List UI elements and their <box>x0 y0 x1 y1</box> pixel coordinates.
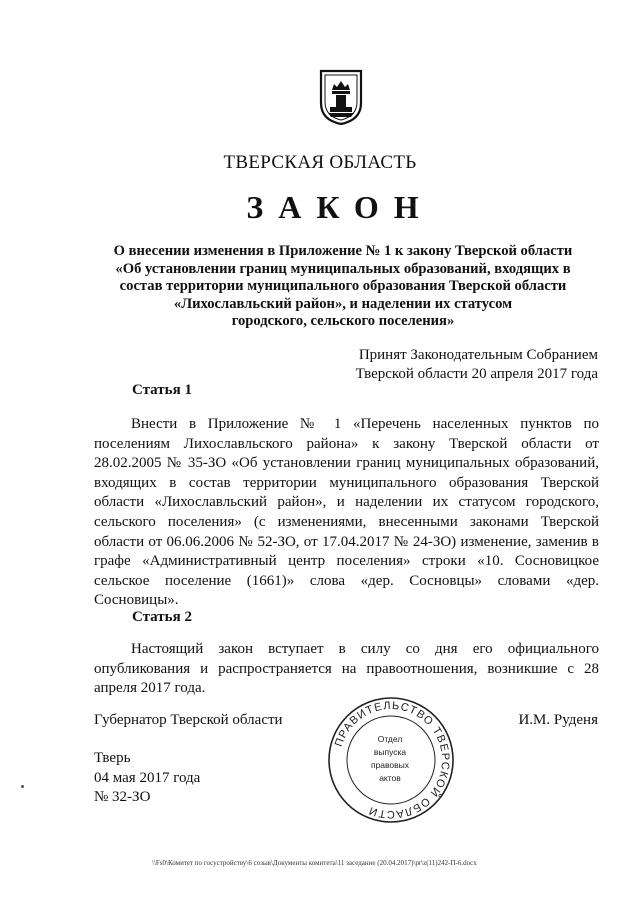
article-1-text <box>94 415 599 611</box>
subject-line: О внесении изменения в Приложение № 1 к закону Тверской области <box>113 243 573 259</box>
region-title: ТВЕРСКАЯ ОБЛАСТЬ <box>223 152 417 173</box>
law-number: № 32-ЗО <box>94 789 151 805</box>
city: Тверь <box>94 750 131 766</box>
place-date-block <box>94 749 200 808</box>
article-2-heading: Статья 2 <box>132 609 192 625</box>
coat-of-arms-icon <box>318 68 364 126</box>
article-2-paragraph: Настоящий закон вступает в силу со дня его официального опубликования и распространяется на правоотношения, возникшие с 28 апреля 2017 года. <box>94 641 599 697</box>
subject-line: состав территории муниципального образования Тверской области <box>119 278 567 294</box>
law-title: ЗАКОН <box>246 189 434 225</box>
adoption-line: Принят Законодательным Собранием <box>358 347 598 363</box>
stamp-line: Отдел <box>377 734 403 744</box>
article-1-paragraph: Внести в Приложение № 1 «Перечень населенных пунктов по поселениям Лихославльского района» к закону Тверской области от 28.02.2005 № 35-ЗО «Об установлении границ муниципальных образований, входящих в состав территории муниципального образования Тверской области «Лихославльский район», и наделении их статусом городского, сельского поселения» (с изменениями, внесенными законами Тверской области от 06.06.2006 № 52-ЗО, от 17.04.2017 № 24-ЗО) изменение, заменив в графе «Административный центр поселения» строки «10. Сосновицкое сельское поселение (1661)» слова «дер. Сосновцы» словами «дер. Сосновицы». <box>94 416 599 609</box>
signatory-position: Губернатор Тверской области <box>94 712 283 728</box>
article-1-heading: Статья 1 <box>132 382 192 398</box>
stamp-line: выпуска <box>373 747 407 757</box>
adoption-line: Тверской области 20 апреля 2017 года <box>355 366 598 382</box>
article-2-text <box>94 640 599 699</box>
signatory-name: И.М. Руденя <box>518 712 598 728</box>
law-subject <box>96 243 590 331</box>
subject-line: «Об установлении границ муниципальных образований, входящих в <box>115 260 571 277</box>
signing-date: 04 мая 2017 года <box>94 769 201 786</box>
subject-line: «Лихославльский район», и наделении их статусом <box>173 295 513 312</box>
subject-line: городского, сельского поселения» <box>231 313 455 329</box>
scan-speck <box>21 785 24 788</box>
stamp-line: актов <box>379 773 401 783</box>
stamp-ring-text: ПРАВИТЕЛЬСТВО ТВЕРСКОЙ ОБЛАСТИ <box>332 699 452 821</box>
file-path-footer: \\Fs0\Комитет по госустройству\6 созыв\Документы комитета\11 заседание (20.04.2017)\pr\z(11)242-П-6.docx <box>152 859 477 867</box>
adoption-note <box>356 346 598 384</box>
stamp-inner-text <box>355 733 425 785</box>
stamp-line: правовых <box>370 760 410 770</box>
